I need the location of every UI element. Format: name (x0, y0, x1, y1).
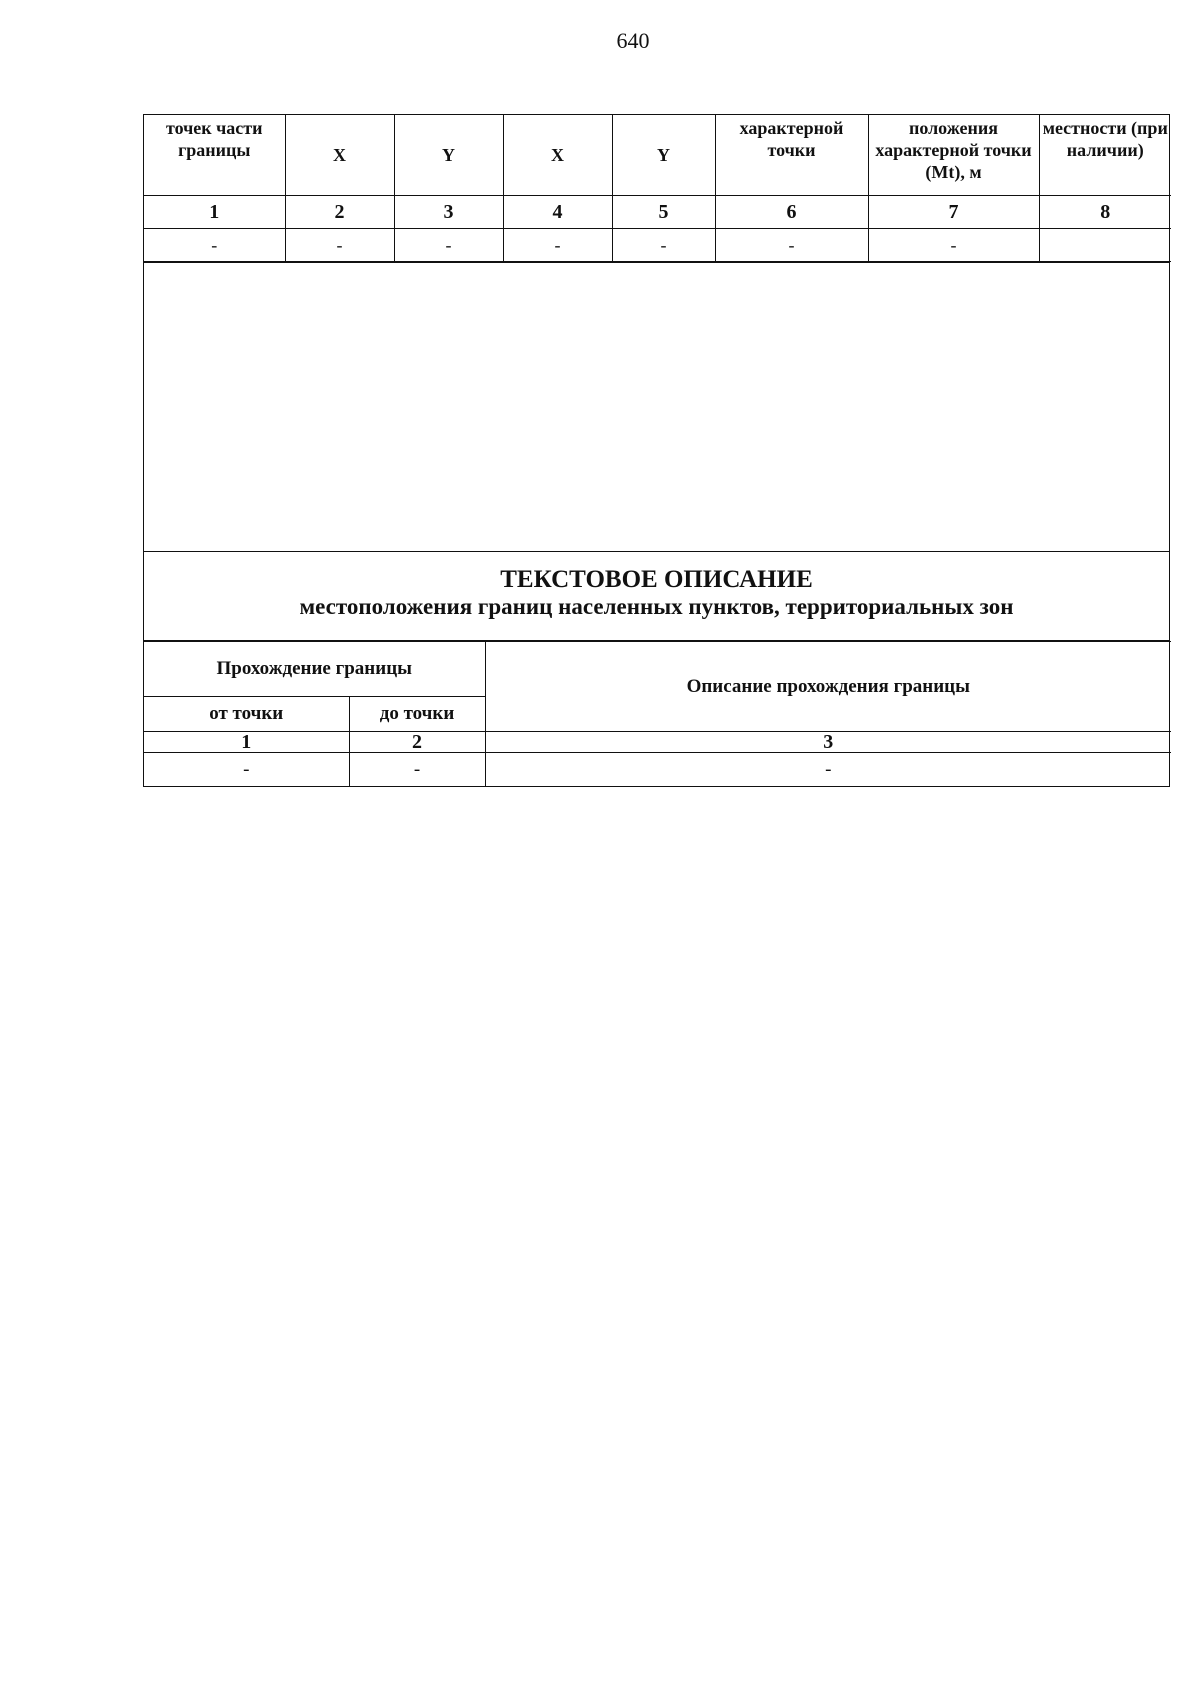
column-number: 2 (285, 196, 394, 229)
document-frame (143, 114, 1170, 787)
boundary-description-table (144, 641, 1171, 786)
table-cell: - (349, 753, 485, 787)
table-cell: - (394, 229, 503, 262)
table-cell (1039, 229, 1171, 262)
table-cell: - (715, 229, 868, 262)
column-number: 6 (715, 196, 868, 229)
table-cell: - (485, 753, 1171, 787)
header-boundary-description: Описание прохождения границы (485, 642, 1171, 732)
coordinates-table (144, 115, 1171, 262)
column-number: 5 (612, 196, 715, 229)
table-row (144, 229, 1171, 262)
column-number: 1 (144, 732, 349, 753)
table-cell: - (503, 229, 612, 262)
blank-area (144, 262, 1169, 551)
column-number: 3 (394, 196, 503, 229)
header-from-point: от точки (144, 697, 349, 732)
column-number: 2 (349, 732, 485, 753)
table-cell: - (868, 229, 1039, 262)
table-cell: - (144, 229, 285, 262)
header-accuracy: положения характерной точки (Mt), м (868, 115, 1039, 196)
header-boundary-passage: Прохождение границы (144, 642, 485, 697)
header-y-new: Y (612, 115, 715, 196)
column-number: 1 (144, 196, 285, 229)
column-number: 3 (485, 732, 1171, 753)
section-subtitle: местоположения границ населенных пунктов, территориальных зон (299, 594, 1014, 619)
header-points-part: точек части границы (144, 115, 285, 196)
header-to-point: до точки (349, 697, 485, 732)
boundary-column-numbers (144, 732, 1171, 753)
table-cell: - (144, 753, 349, 787)
boundary-header-row (144, 642, 1171, 697)
column-number: 8 (1039, 196, 1171, 229)
page-number: 640 (616, 28, 650, 53)
section-heading (144, 551, 1169, 641)
header-x-new: X (503, 115, 612, 196)
table-cell: - (612, 229, 715, 262)
header-point-method: характерной точки (715, 115, 868, 196)
column-number: 7 (868, 196, 1039, 229)
section-title: ТЕКСТОВОЕ ОПИСАНИЕ (500, 566, 813, 593)
coordinates-column-numbers (144, 196, 1171, 229)
header-y-existing: Y (394, 115, 503, 196)
coordinates-header-row (144, 115, 1171, 196)
table-row (144, 753, 1171, 787)
header-point-description: местности (при наличии) (1039, 115, 1171, 196)
column-number: 4 (503, 196, 612, 229)
table-cell: - (285, 229, 394, 262)
header-x-existing: X (285, 115, 394, 196)
